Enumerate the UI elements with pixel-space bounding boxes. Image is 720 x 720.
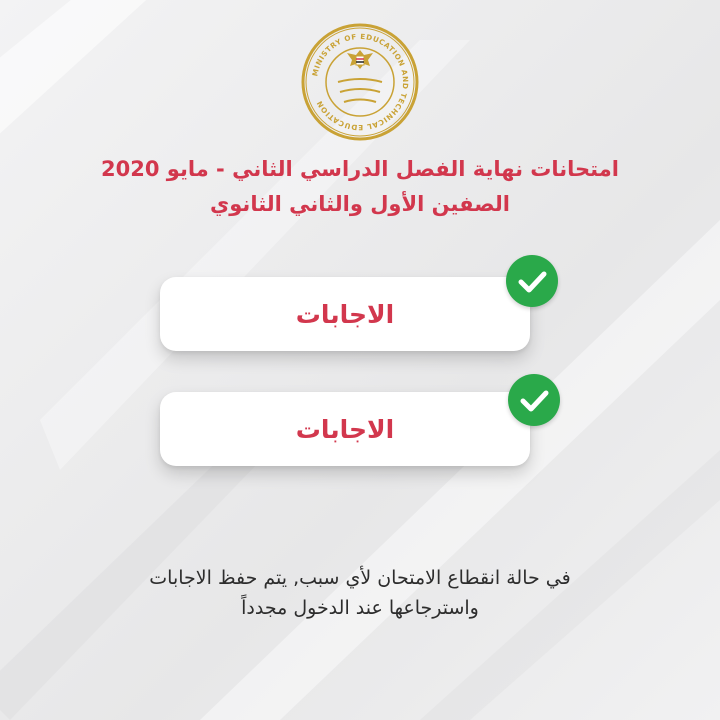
page-title: امتحانات نهاية الفصل الدراسي الثاني - مايو 2020 xyxy=(101,157,619,181)
answers-button-1[interactable] xyxy=(160,277,530,351)
info-note-line-1: في حالة انقطاع الامتحان لأي سبب, يتم حفظ الاجابات xyxy=(149,567,571,589)
answers-button-label: الاجابات xyxy=(295,414,395,444)
answers-button-2[interactable] xyxy=(160,392,530,466)
eagle-seal-icon xyxy=(300,22,420,142)
answers-button-label: الاجابات xyxy=(295,299,395,329)
ministry-logo xyxy=(300,22,420,142)
info-note-line-2: واسترجاعها عند الدخول مجدداً xyxy=(241,597,479,619)
check-icon xyxy=(508,374,560,426)
svg-text:MINISTRY OF EDUCATION AND TECH: MINISTRY OF EDUCATION AND TECHNICAL EDUCATION xyxy=(310,31,411,133)
check-icon xyxy=(506,255,558,307)
page-subtitle: الصفين الأول والثاني الثانوي xyxy=(210,192,510,216)
